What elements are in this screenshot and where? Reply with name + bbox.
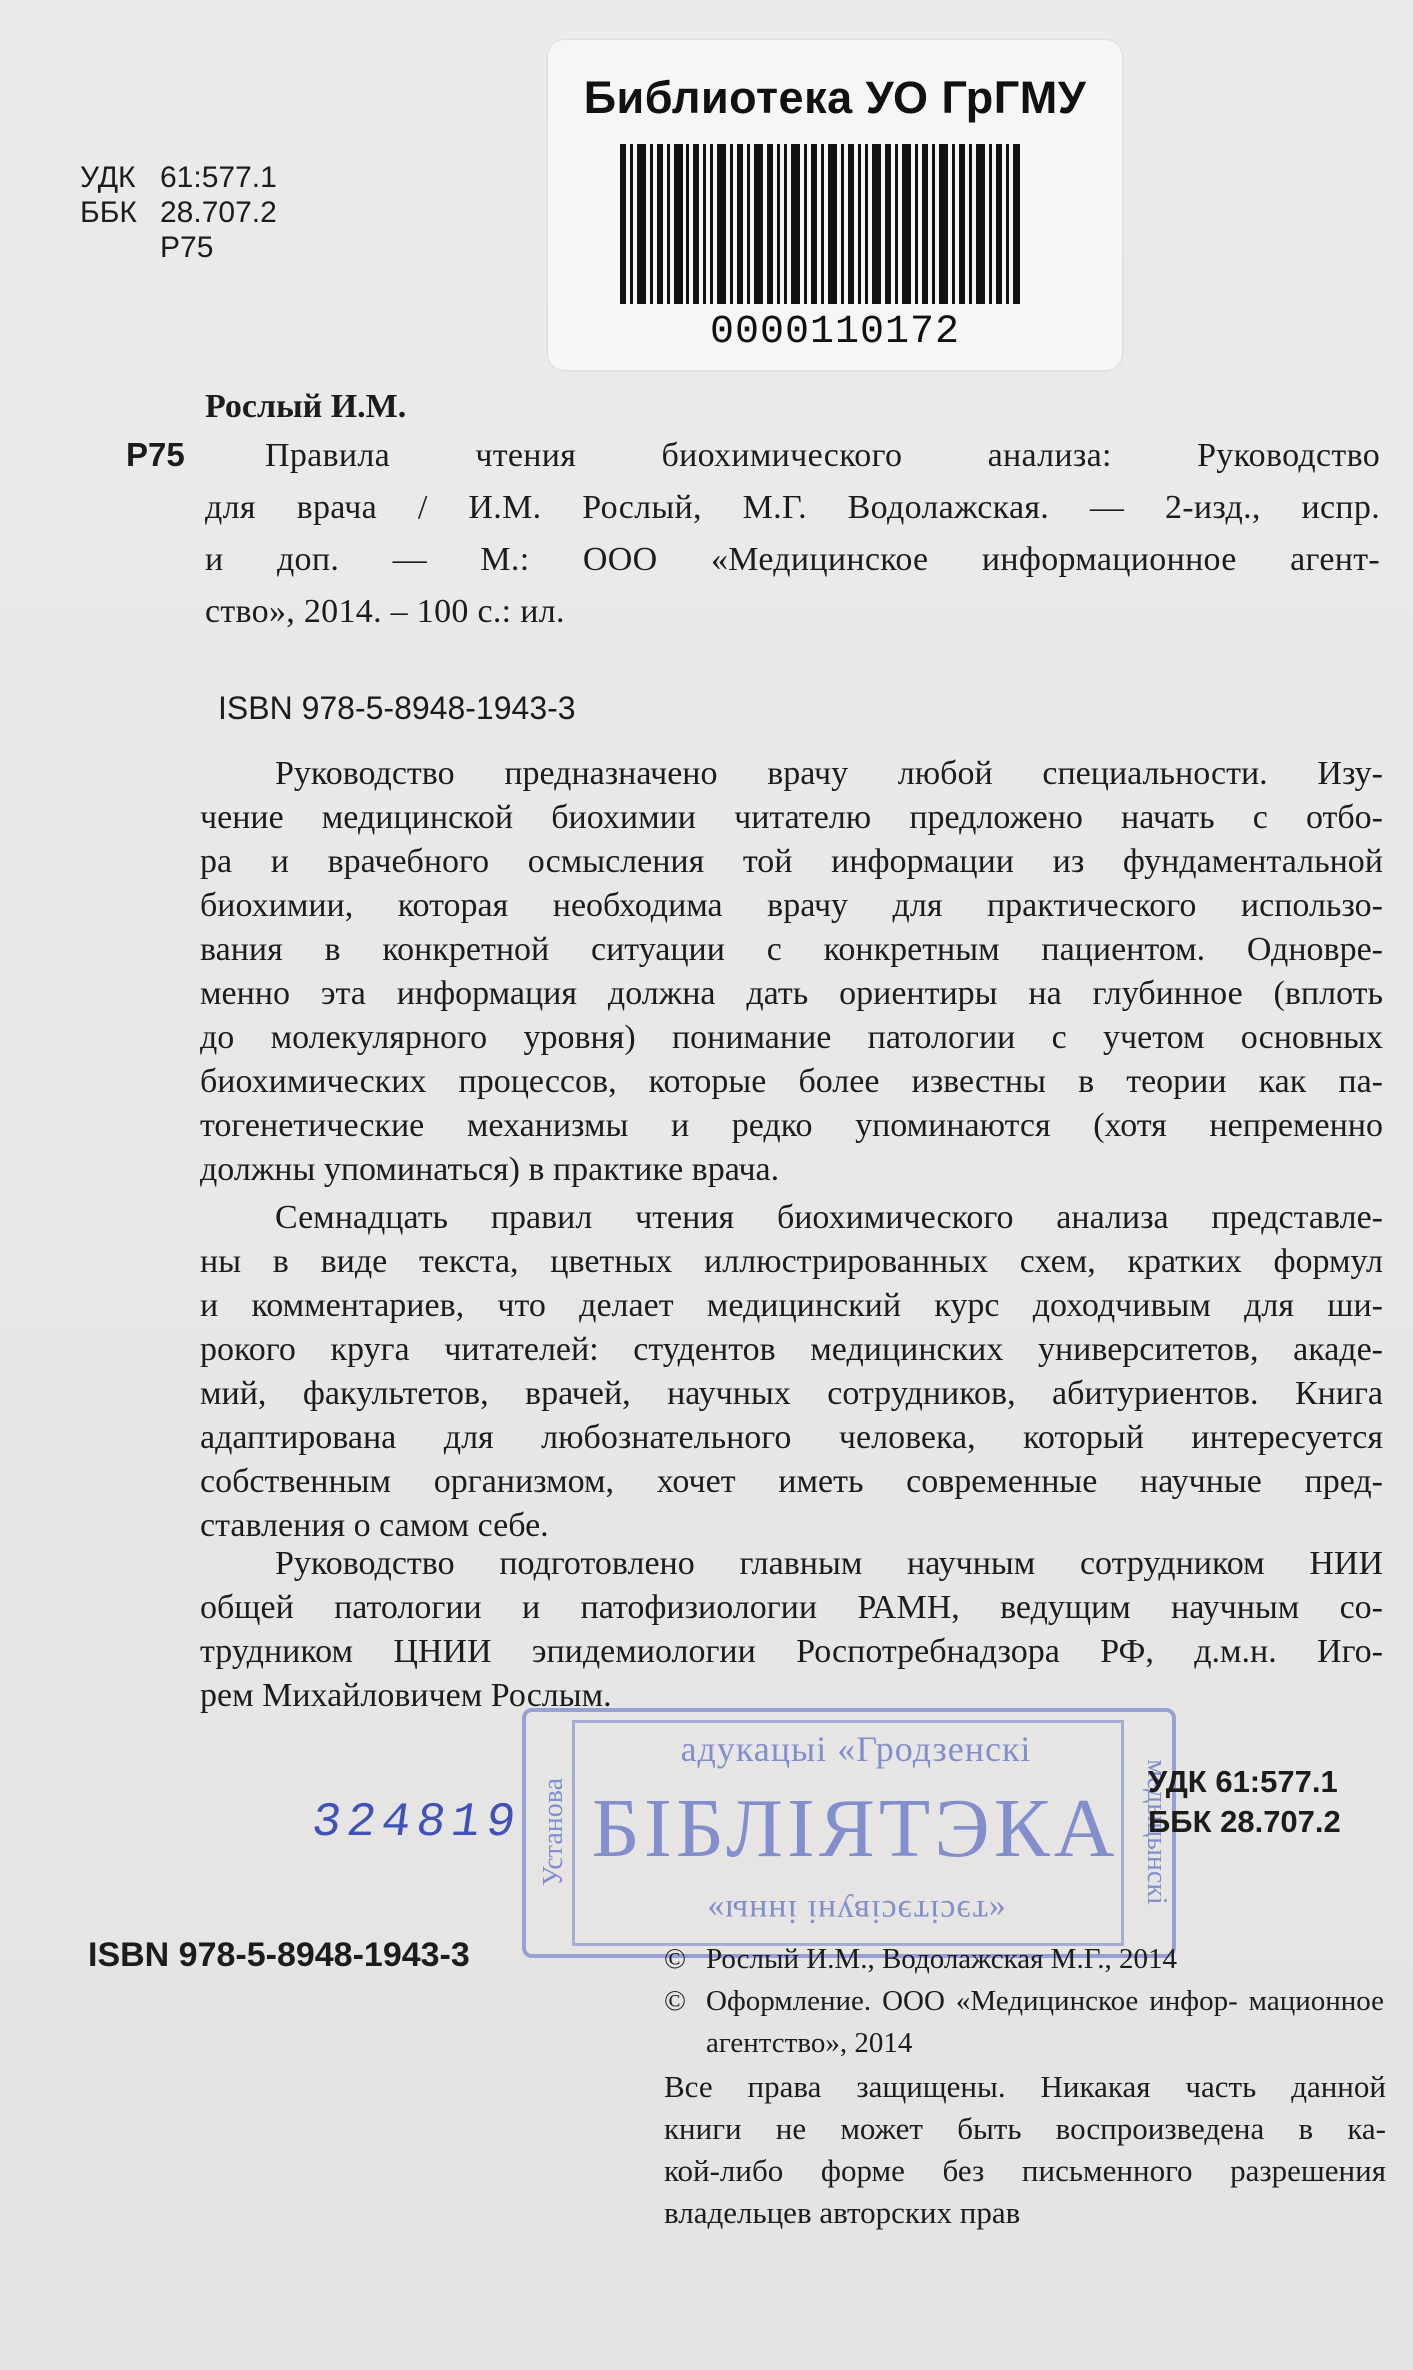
bbk-value: 28.707.2 bbox=[160, 196, 277, 229]
udk-bottom: УДК 61:577.1 bbox=[1148, 1764, 1338, 1799]
paragraph-line: адаптирована для любознательного человека, который интересуется bbox=[200, 1419, 1383, 1456]
copyright-authors: Рослый И.М., Водолажская М.Г., 2014 bbox=[706, 1943, 1177, 1975]
inventory-number: 324819 bbox=[308, 1796, 525, 1850]
rights-line: кой-либо форме без письменного разрешения bbox=[664, 2153, 1386, 2188]
stamp-top-text: адукацыі «Гродзенскі bbox=[680, 1729, 1032, 1769]
paragraph-line: собственным организмом, хочет иметь современные научные пред- bbox=[200, 1463, 1383, 1500]
paragraph-line: ставления о самом себе. bbox=[200, 1507, 549, 1544]
sticker-title: Библиотека УО ГрГМУ bbox=[583, 72, 1087, 123]
annotation-paragraph-2 bbox=[200, 1196, 1383, 1548]
copyright-icon: © bbox=[664, 1985, 687, 2017]
stamp-right-text: медыцынскі bbox=[1141, 1759, 1172, 1905]
rights-line: книги не может быть воспроизведена в ка- bbox=[664, 2111, 1386, 2146]
paragraph-line: до молекулярного уровня) понимание патологии с учетом основных bbox=[200, 1019, 1383, 1056]
rights-line: владельцев авторских прав bbox=[664, 2195, 1021, 2230]
author-mark: Р75 bbox=[160, 231, 214, 264]
paragraph-line: чение медицинской биохимии читателю предложено начать с отбо- bbox=[200, 799, 1383, 836]
paragraph-line: должны упоминаться) в практике врача. bbox=[200, 1151, 780, 1188]
rights-notice bbox=[664, 2066, 1386, 2234]
isbn-bottom: ISBN 978-5-8948-1943-3 bbox=[88, 1936, 470, 1974]
udk-value: 61:577.1 bbox=[160, 161, 277, 194]
bbk-label: ББК bbox=[80, 196, 137, 229]
biblio-line: для врача / И.М. Рослый, М.Г. Водолажская. — 2-изд., испр. bbox=[205, 489, 1380, 526]
copyright-design: Оформление. ООО «Медицинское инфор- мационное агентство», 2014 bbox=[706, 1985, 1384, 2059]
paragraph-line: и комментариев, что делает медицинский курс доходчивым для ши- bbox=[200, 1287, 1383, 1324]
annotation-paragraph-1 bbox=[200, 752, 1383, 1192]
paragraph-line: ны в виде текста, цветных иллюстрированных схем, кратких формул bbox=[200, 1243, 1383, 1280]
paragraph-line: общей патологии и патофизиологии РАМН, ведущим научным со- bbox=[200, 1589, 1383, 1626]
paragraph-line: Семнадцать правил чтения биохимического анализа представле- bbox=[275, 1199, 1383, 1236]
library-barcode-sticker bbox=[548, 40, 1122, 370]
isbn-top: ISBN 978-5-8948-1943-3 bbox=[218, 690, 576, 726]
author-name: Рослый И.М. bbox=[205, 388, 407, 425]
library-stamp bbox=[522, 1708, 1176, 1958]
udk-label: УДК bbox=[80, 161, 136, 194]
copyright-icon: © bbox=[664, 1943, 687, 1975]
copyright-block bbox=[664, 1938, 1384, 2064]
paragraph-line: Руководство предназначено врачу любой специальности. Изу- bbox=[275, 755, 1383, 792]
barcode-number: 0000110172 bbox=[709, 310, 961, 355]
paragraph-line: менно эта информация должна дать ориентиры на глубинное (вплоть bbox=[200, 975, 1383, 1012]
rights-line: Все права защищены. Никакая часть данной bbox=[664, 2069, 1386, 2104]
biblio-line: ство», 2014. – 100 с.: ил. bbox=[205, 593, 565, 630]
stamp-left-text: Установа bbox=[538, 1777, 569, 1887]
stamp-bottom-text: «тэсітэсівуні інны» bbox=[706, 1893, 1006, 1930]
paragraph-line: биохимических процессов, которые более известны в теории как па- bbox=[200, 1063, 1383, 1100]
paragraph-line: трудником ЦНИИ эпидемиологии Роспотребнадзора РФ, д.м.н. Иго- bbox=[200, 1633, 1383, 1670]
index-code: Р75 bbox=[126, 436, 185, 473]
paragraph-line: Руководство подготовлено главным научным сотрудником НИИ bbox=[275, 1545, 1383, 1582]
bbk-bottom: ББК 28.707.2 bbox=[1148, 1804, 1341, 1839]
paragraph-line: ра и врачебного осмысления той информации из фундаментальной bbox=[200, 843, 1383, 880]
paragraph-line: рокого круга читателей: студентов медицинских университетов, акаде- bbox=[200, 1331, 1383, 1368]
classification-top bbox=[80, 160, 277, 265]
paragraph-line: рем Михайловичем Рослым. bbox=[200, 1677, 612, 1714]
paragraph-line: мий, факультетов, врачей, научных сотрудников, абитуриентов. Книга bbox=[200, 1375, 1383, 1412]
bibliographic-description bbox=[205, 430, 1380, 638]
paragraph-line: тогенетические механизмы и редко упоминаются (хотя непременно bbox=[200, 1107, 1383, 1144]
paragraph-line: биохимии, которая необходима врачу для практического использо- bbox=[200, 887, 1383, 924]
stamp-main-text: БІБЛІЯТЭКА bbox=[591, 1782, 1119, 1875]
classification-bottom bbox=[1148, 1762, 1341, 1842]
barcode-icon bbox=[620, 144, 1020, 304]
paragraph-line: вания в конкретной ситуации с конкретным пациентом. Одновре- bbox=[200, 931, 1383, 968]
annotation-paragraph-3 bbox=[200, 1542, 1383, 1718]
biblio-line: Правила чтения биохимического анализа: Руководство bbox=[265, 437, 1380, 474]
biblio-line: и доп. — М.: ООО «Медицинское информационное агент- bbox=[205, 541, 1380, 578]
